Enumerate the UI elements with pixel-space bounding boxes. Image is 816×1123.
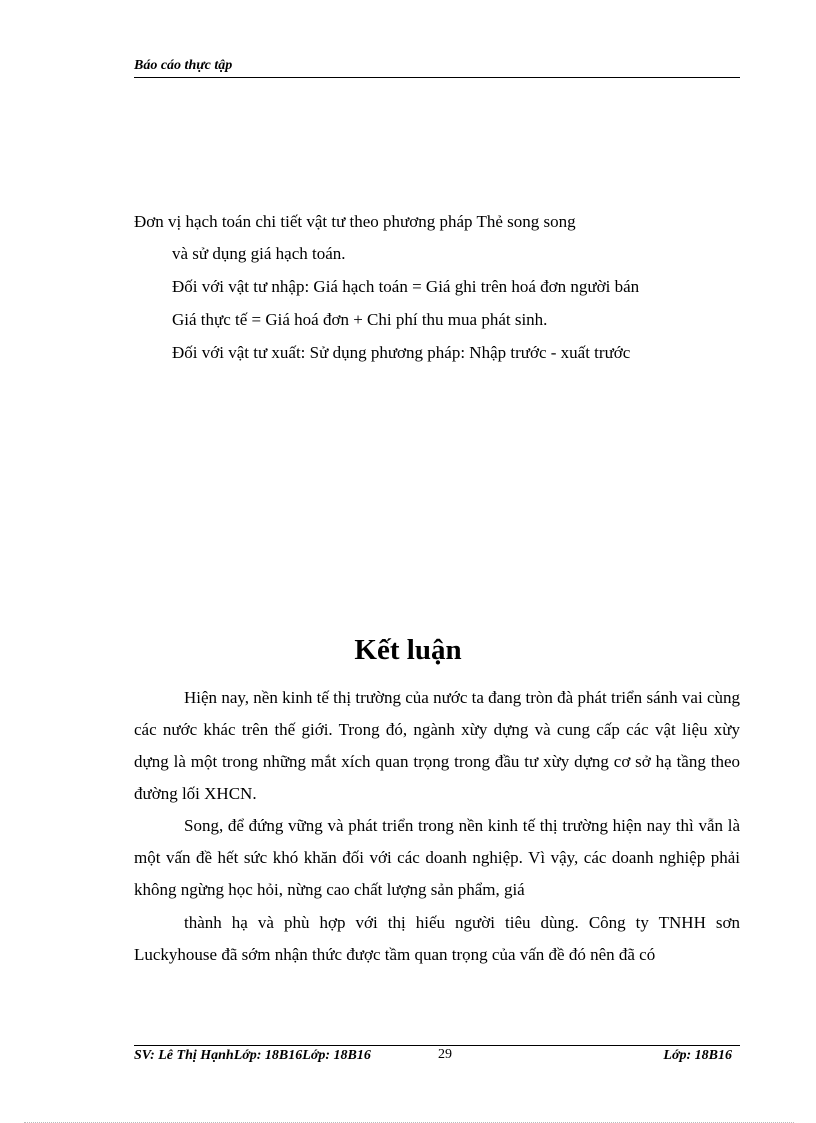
footer-student-info: SV: Lê Thị HạnhLớp: 18B16Lớp: 18B16 — [134, 1048, 371, 1063]
paragraph-3 — [134, 907, 740, 971]
intro-line-1: Đơn vị hạch toán chi tiết vật tư theo phương pháp Thẻ song song — [134, 212, 576, 231]
intro-line-4: Giá thực tế = Giá hoá đơn + Chi phí thu mua phát sinh. — [172, 310, 548, 329]
intro-line-5: Đối với vật tư xuất: Sử dụng phương pháp: Nhập trước - xuất trước — [172, 343, 631, 362]
header-divider — [134, 77, 740, 78]
footer-divider — [134, 1045, 740, 1046]
section-heading: Kết luận — [354, 634, 462, 666]
paragraph-2 — [134, 810, 740, 906]
intro-line-3: Đối với vật tư nhập: Giá hạch toán = Giá ghi trên hoá đơn người bán — [172, 277, 640, 296]
paragraph-1 — [134, 682, 740, 810]
intro-line-2: và sử dụng giá hạch toán. — [172, 244, 346, 263]
footer-class: Lớp: 18B16 — [663, 1048, 732, 1063]
page-number: 29 — [438, 1047, 452, 1062]
header-title: Báo cáo thực tập — [134, 58, 233, 73]
paragraph-2-text: Song, để đứng vững và phát triển trong nền kinh tế thị trường hiện nay thì vẫn là một vấn đề hết sức khó khăn đối với các doanh nghiệp. Vì vậy, các doanh nghiệp phải không ngừng học hỏi, nừng cao chất lượng sản phẩm, giá — [134, 816, 740, 899]
paragraph-3-text: thành hạ và phù hợp với thị hiếu người tiêu dùng. Công ty TNHH sơn Luckyhouse đã sớm nhận thức được tầm quan trọng của vấn đề đó nên đã có — [134, 913, 740, 964]
paragraph-1-text: Hiện nay, nền kinh tế thị trường của nước ta đang tròn đà phát triển sánh vai cùng các nước khác trên thế giới. Trong đó, ngành xừy dựng và cung cấp các vật liệu xừy dựng là một trong những mắt xích quan trọng trong đầu tư xừy dựng cơ sở hạ tầng theo đường lối XHCN. — [134, 688, 740, 803]
